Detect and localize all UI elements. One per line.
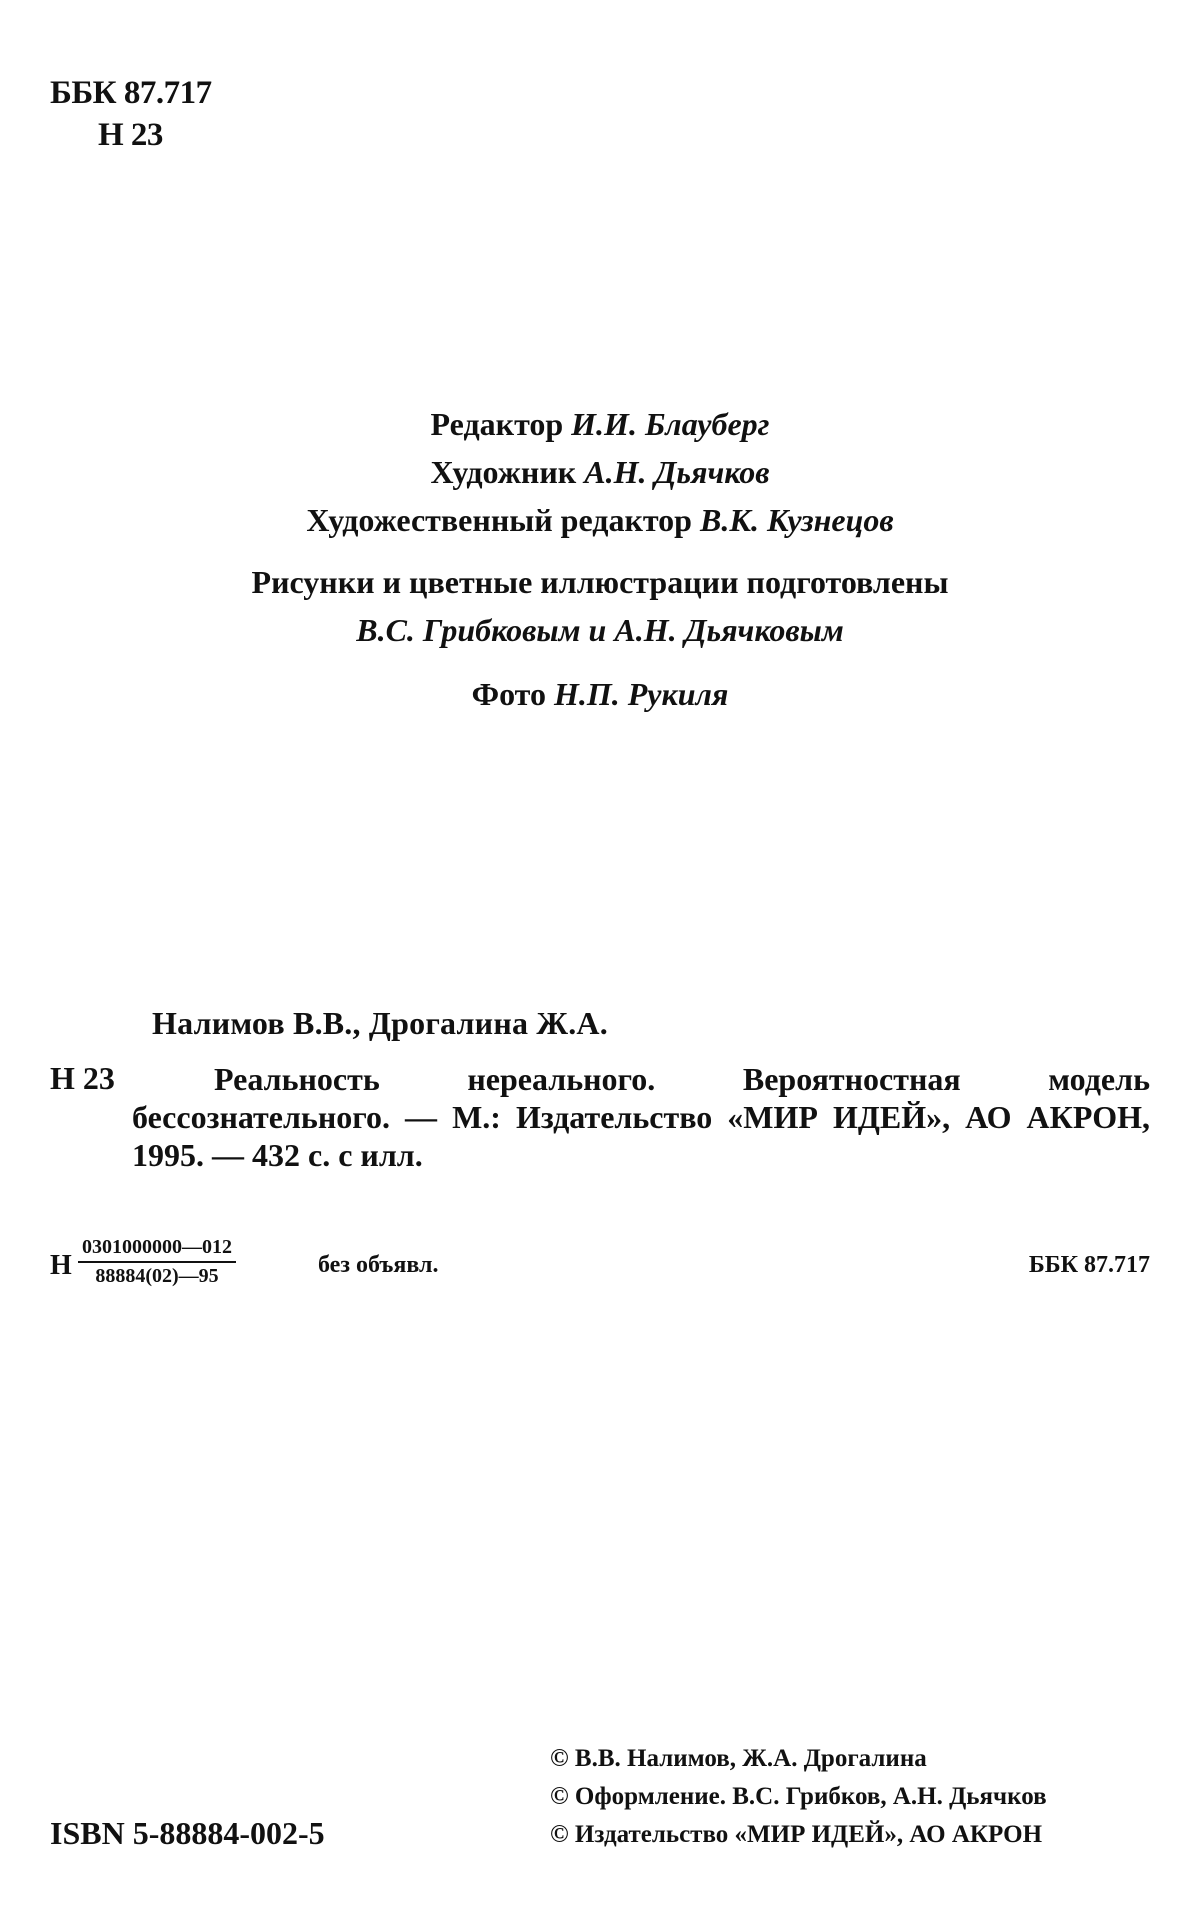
bbk-header (50, 72, 212, 156)
art-editor-credit (0, 496, 1200, 544)
photo-name: Н.П. Рукиля (553, 676, 729, 712)
art-editor-name: В.К. Кузнецов (699, 502, 894, 538)
photo-label: Фото (471, 676, 546, 712)
index-denominator: 88884(02)—95 (95, 1265, 219, 1287)
bbk-code: ББК 87.717 (50, 75, 212, 111)
artist-label: Художник (430, 454, 577, 490)
copyright-publisher: © Издательство «МИР ИДЕЙ», АО АКРОН (550, 1821, 1043, 1848)
credits-block (0, 400, 1200, 718)
editor-credit (0, 400, 1200, 448)
author-mark: Н 23 (98, 117, 163, 153)
artist-name: А.Н. Дьячков (584, 454, 770, 490)
art-editor-label: Художественный редактор (306, 502, 692, 538)
catalog-code: Н 23 (50, 1060, 115, 1096)
isbn: ISBN 5-88884-002-5 (50, 1815, 325, 1851)
index-note: без объявл. (318, 1252, 439, 1278)
copyright-authors: © В.В. Налимов, Ж.А. Дрогалина (550, 1745, 927, 1772)
copyright-block (550, 1740, 1047, 1854)
index-numerator: 0301000000—012 (78, 1236, 236, 1263)
index-bbk: ББК 87.717 (1028, 1252, 1150, 1278)
index-fraction (78, 1236, 236, 1288)
index-letter: Н (50, 1250, 72, 1281)
catalog-authors: Налимов В.В., Дрогалина Ж.А. (152, 1005, 608, 1041)
copyright-design: © Оформление. В.С. Грибков, А.Н. Дьячков (550, 1783, 1047, 1810)
illustrators: В.С. Грибковым и А.Н. Дьячковым (356, 612, 844, 648)
editor-name: И.И. Блауберг (571, 406, 770, 442)
artist-credit (0, 448, 1200, 496)
illustrations-line: Рисунки и цветные иллюстрации подготовлены (251, 564, 949, 600)
catalog-description: Реальность нереального. Вероятностная модель бессознательного. — М.: Издательство «МИР ИДЕЙ», АО АКРОН, 1995. — 432 с. с илл. (132, 1061, 1150, 1173)
index-line (50, 1236, 1150, 1296)
photo-credit (0, 670, 1200, 718)
editor-label: Редактор (430, 406, 564, 442)
